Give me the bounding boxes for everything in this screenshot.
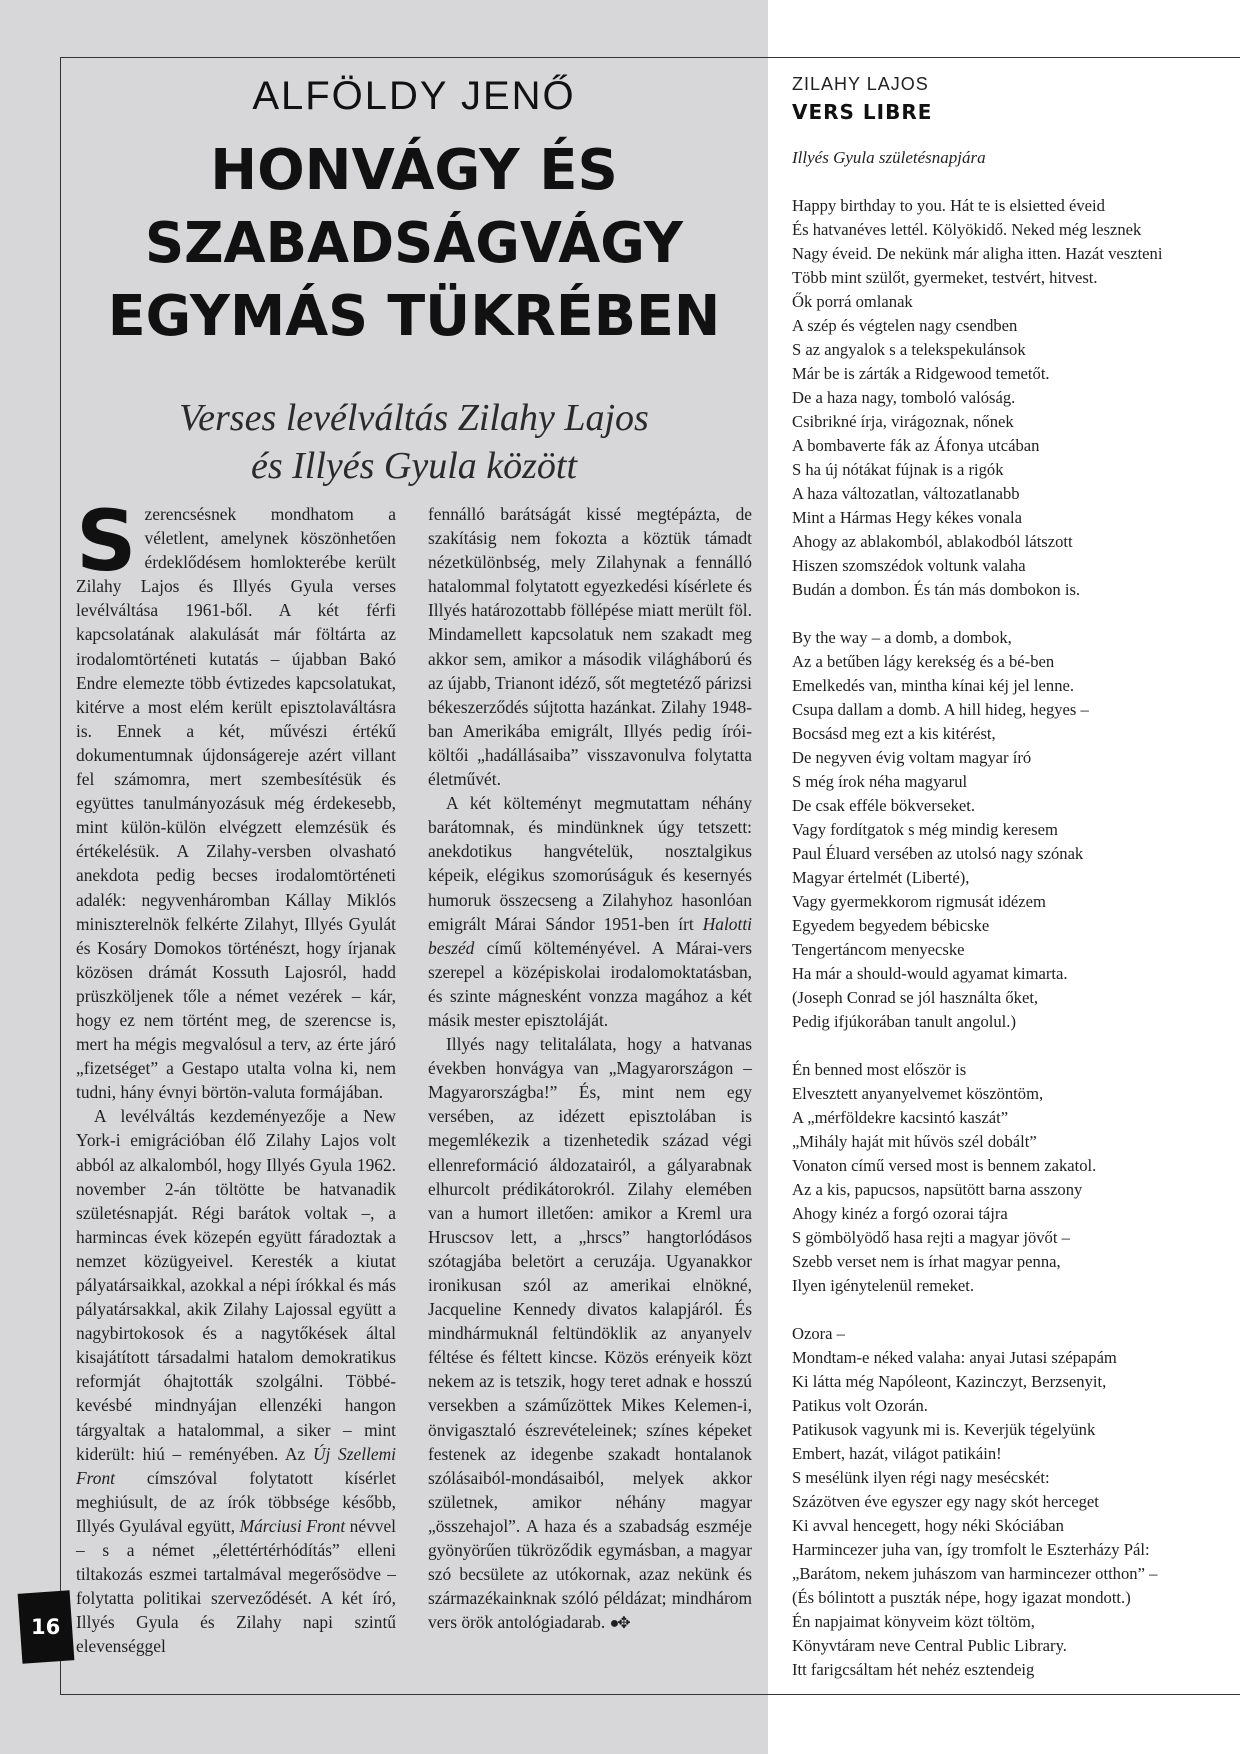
- poem-line: Mondtam-e néked valaha: anyai Jutasi szépapám: [792, 1348, 1117, 1367]
- work-title: Új Szellemi Front: [76, 1443, 396, 1488]
- article-paragraph: A levélváltás kezdeményezője a New York-i emigrációban élő Zilahy Lajos volt abból az alkalomból, hogy Illyés Gyula 1962. november 2-án töltötte be hatvanadik születésnapját. Régi barátok voltak –, a harmincas évek közepén együtt fáradoztak a nemzet közügyeivel. Keresték a kiutat pályatársaikkal, azokkal a népi írókkal és más pályatársakkal, akik Zilahy Lajossal együtt a nagybirtokosok és a nagytőkések által kisajátított társadalmi hatalom demokratikus reformját óhajtották szolgálni. Többé-kevésbé mindnyájan ellenzéki hangon tárgyaltak a hatalommal, a siker – mint kiderült: hiú – reményében. Az Új Szellemi Front címszóval folytatott kísérlet meghiúsult, de az írók többsége később, Illyés Gyulával együtt, Márciusi Front névvel – s a német „élettértérhódítás” elleni tiltakozás eszmei tartalmával megerősödve – folytatta politikai szerveződését. A két író, Illyés Gyula és Zilahy napi szintű elevenséggel: [76, 1106, 397, 1657]
- poem-stanza: [792, 194, 1232, 602]
- poem-line: Harmincezer juha van, így tromfolt le Eszterházy Pál:: [792, 1540, 1150, 1559]
- poem-line: Budán a dombon. És tán más dombokon is.: [792, 580, 1081, 599]
- article-subtitle-line: Verses levélváltás Zilahy Lajos: [179, 397, 649, 439]
- poem-line: Patikusok vagyunk mi is. Keverjük tégelyünk: [792, 1420, 1096, 1439]
- poem-line: Vagy fordítgatok s még mindig keresem: [792, 820, 1058, 839]
- poem-line: Több mint szülőt, gyermeket, testvért, hitvest.: [792, 268, 1098, 287]
- poem-line: Elvesztett anyanyelvemet köszöntöm,: [792, 1084, 1044, 1103]
- poem-line: Ahogy kinéz a forgó ozorai tájra: [792, 1204, 1008, 1223]
- article-paragraph: Illyés nagy telitalálata, hogy a hatvanas években honvágya van „Magyarországon – Magyarországba!” És, mint nem egy versében, az idézett episztolában is megemlékezik a tizenhetedik század végi ellenreformáció áldozatairól, a gályarabnak elhurcolt prédikátorokról. Zilahy elemében van a humort illetően: amikor a Kreml ura Hruscsov lett, a „hrscs” hangtorlódásos szótagjába beletört a ceruzája. Ugyanakkor ironikusan szól az amerikai elnökné, Jacqueline Kennedy divatos kalapjáról. És mindhármuknál feltündöklik az anyanyelv féltése és féltett kincse. Közös erényeik közt nekem az is tetszik, hogy teret adnak e hosszú versekben a száműzöttek Mikes Kelemen-i, önvigasztaló észrevételeinek; színes képeket festenek az idegenbe szakadt hontalanok szólásaiból-mondásaiból, melyek akkor születnek, amikor néhány magyar „összehajol”. A haza és a szabadság eszméje gyönyörűen tükröződik egymásban, a magyar szó becsülete az utókornak, azaz nekünk és származékainknak szóló példázat; mindhárom vers örök antológiadarab. ●✥: [428, 1034, 752, 1633]
- article-column-left: [76, 492, 397, 1659]
- poem-line: De negyven évig voltam magyar író: [792, 748, 1032, 767]
- poem-body: [792, 194, 1232, 1706]
- poem-line: Szebb verset nem is írhat magyar penna,: [792, 1252, 1061, 1271]
- poem-line: A szép és végtelen nagy csendben: [792, 316, 1018, 335]
- poem-line: (Joseph Conrad se jól használta őket,: [792, 988, 1039, 1007]
- poem-line: Hiszen szomszédok voltunk valaha: [792, 556, 1026, 575]
- poem-dedication: Illyés Gyula születésnapjára: [792, 148, 986, 167]
- article-column-middle: [428, 502, 752, 1636]
- poem-line: (És bólintott a puszták népe, hogy igazat mondott.): [792, 1588, 1131, 1607]
- drop-cap: S: [76, 492, 137, 590]
- poem-line: Magyar értelmét (Liberté),: [792, 868, 970, 887]
- poem-line: Az a betűben lágy kerekség és a bé-ben: [792, 652, 1055, 671]
- poem-line: „Mihály haját mit hűvös szél dobált”: [792, 1132, 1037, 1151]
- poem-title: VERS LIBRE: [792, 100, 933, 124]
- poem-line: Ha már a should-would agyamat kimarta.: [792, 964, 1068, 983]
- poem-line: De csak efféle bökverseket.: [792, 796, 976, 815]
- poem-line: S még írok néha magyarul: [792, 772, 968, 791]
- poem-line: De a haza nagy, tomboló valóság.: [792, 388, 1016, 407]
- poem-line: Emelkedés van, mintha kínai kéj jel lenne.: [792, 676, 1075, 695]
- poem-line: S gömbölyödő hasa rejti a magyar jövőt –: [792, 1228, 1070, 1247]
- poem-line: A bombaverte fák az Áfonya utcában: [792, 436, 1040, 455]
- poem-line: Ozora –: [792, 1324, 845, 1343]
- poem-line: By the way – a domb, a dombok,: [792, 628, 1012, 647]
- poem-line: Százötven éve egyszer egy nagy skót herceget: [792, 1492, 1099, 1511]
- poem-line: És hatvanéves lettél. Kölyökidő. Neked még lesznek: [792, 220, 1142, 239]
- poem-line: Pedig ifjúkorában tanult angolul.): [792, 1012, 1016, 1031]
- poem-line: Csibrikné írja, virágoznak, nőnek: [792, 412, 1014, 431]
- poem-line: S az angyalok s a telekspekulánsok: [792, 340, 1026, 359]
- article-paragraph: fennálló barátságát kissé megtépázta, de szakításig nem fokozta a köztük támadt nézetkülönbség, mely Zilahynak a fennálló hatalommal folytatott egyezkedési kísérlete és Illyés határozottabb föllépése miatt merült föl. Mindamellett kapcsolatuk nem szakadt meg akkor sem, amikor a második világháború és az újabb, Trianont idéző, sőt megtetéző párizsi békeszerződés sújtotta hazánkat. Zilahy 1948-ban Amerikába emigrált, Illyés pedig írói-költői „hadállásaiba” visszavonulva folytatta életművét.: [428, 504, 752, 790]
- poem-line: Már be is zárták a Ridgewood temetőt.: [792, 364, 1050, 383]
- poem-line: Happy birthday to you. Hát te is elsietted éveid: [792, 196, 1105, 215]
- page-number-badge: [18, 1590, 75, 1663]
- poem-line: Egyedem begyedem bébicske: [792, 916, 990, 935]
- article-author: ALFÖLDY JENŐ: [252, 74, 576, 118]
- poem-line: Ahogy az ablakomból, ablakodból látszott: [792, 532, 1073, 551]
- poem-line: Én napjaimat könyveim közt töltöm,: [792, 1612, 1035, 1631]
- poem-line: Bocsásd meg ezt a kis kitérést,: [792, 724, 996, 743]
- poem-line: S mesélünk ilyen régi nagy mesécskét:: [792, 1468, 1050, 1487]
- poem-line: Paul Éluard versében az utolsó nagy szónak: [792, 844, 1084, 863]
- poem-line: „Barátom, nekem juhászom van harmincezer otthon” –: [792, 1564, 1158, 1583]
- poem-line: Nagy éveid. De nekünk már aligha itten. Hazát veszteni: [792, 244, 1163, 263]
- article-subtitle-line: és Illyés Gyula között: [250, 445, 578, 487]
- poem-line: Az a kis, papucsos, napsütött barna asszony: [792, 1180, 1083, 1199]
- poem-line: Vagy gyermekkorom rigmusát idézem: [792, 892, 1046, 911]
- article-title-line: EGYMÁS TÜKRÉBEN: [107, 284, 721, 349]
- poem-line: Ilyen igénytelenül remeket.: [792, 1276, 974, 1295]
- article-title-line: SZABADSÁGVÁGY: [145, 211, 683, 276]
- poem-line: A haza változatlan, változatlanabb: [792, 484, 1020, 503]
- article-paragraph: A két költeményt megmutattam néhány barátomnak, és mindünknek úgy tetszett: anekdotikus hangvételük, nosztalgikus képeik, elégikus szomorúságuk és kesernyés humoruk összecseng a Zilahyhoz hasonlóan emigrált Márai Sándor 1951-ben írt Halotti beszéd című költeményével. A Márai-vers szerepel a középiskolai irodalomoktatásban, és szinte mágnesként vonzza magához a két másik mester episztoláját.: [428, 793, 752, 1030]
- poem-line: Könyvtáram neve Central Public Library.: [792, 1636, 1067, 1655]
- poem-stanza: [792, 1322, 1232, 1682]
- poem-line: Patikus volt Ozorán.: [792, 1396, 928, 1415]
- poem-line: Én benned most először is: [792, 1060, 967, 1079]
- poem-line: Vonaton című versed most is bennem zakatol.: [792, 1156, 1097, 1175]
- poem-line: Csupa dallam a domb. A hill hideg, hegyes –: [792, 700, 1089, 719]
- poem-line: S ha új nótákat fújnak is a rigók: [792, 460, 1004, 479]
- article-title: [60, 134, 768, 353]
- poem-line: Tengertáncom menyecske: [792, 940, 965, 959]
- poem-line: Ki látta még Napóleont, Kazinczyt, Berzsenyit,: [792, 1372, 1107, 1391]
- poem-stanza: [792, 626, 1232, 1034]
- poem-stanza: [792, 1058, 1232, 1298]
- poem-line: Mint a Hármas Hegy kékes vonala: [792, 508, 1022, 527]
- work-title: Halotti beszéd: [428, 913, 752, 958]
- end-mark-icon: ●✥: [609, 1615, 629, 1633]
- poem-line: Embert, hazát, világot patikáin!: [792, 1444, 1002, 1463]
- page-number: 16: [31, 1615, 61, 1640]
- poem-line: Ki avval hencegett, hogy néki Skóciában: [792, 1516, 1064, 1535]
- poem-line: A „mérföldekre kacsintó kaszát”: [792, 1108, 1009, 1127]
- article-title-line: HONVÁGY ÉS: [210, 138, 618, 203]
- work-title: Márciusi Front: [239, 1515, 346, 1536]
- poem-line: Ők porrá omlanak: [792, 292, 913, 311]
- article-subtitle: [60, 394, 768, 490]
- poem-author: ZILAHY LAJOS: [792, 74, 929, 94]
- article-paragraph: Szerencsésnek mondhatom a véletlent, amelynek köszönhetően érdeklődésem homlokterébe került Zilahy Lajos és Illyés Gyula verses levélváltása 1961-ből. A két férfi kapcsolatának alakulását már föltárta az irodalomtörténeti kutatás – újabban Bakó Endre elemezte több évtizedes kapcsolatukat, kitérve a most elém került episztolaváltásra is. Ennek a két, művészi értékű dokumentumnak újdonságereje azért villant fel számomra, mert szembesítésük és együttes tanulmányozásuk még érdekesebb, mint külön-külön elvégzett elemzésük és értékelésük. A Zilahy-versben olvasható anekdota pedig becses irodalomtörténeti adalék: negyvenháromban Kállay Miklós miniszterelnök felkérte Zilahyt, Illyés Gyulát és Kosáry Domokos történészt, hogy írjanak közösen drámát Kossuth Lajosról, hadd prüszköljenek tőle a német vezérek – kár, hogy ez nem történt meg, de szerencse is, mert ha mégis megvalósul a terv, az érte járó „fizetséget” a Gestapo utalta volna ki, nem tudni, hány évnyi börtön-valuta formájában.: [76, 492, 396, 1103]
- poem-line: Itt farigcsáltam hét nehéz esztendeig: [792, 1660, 1035, 1679]
